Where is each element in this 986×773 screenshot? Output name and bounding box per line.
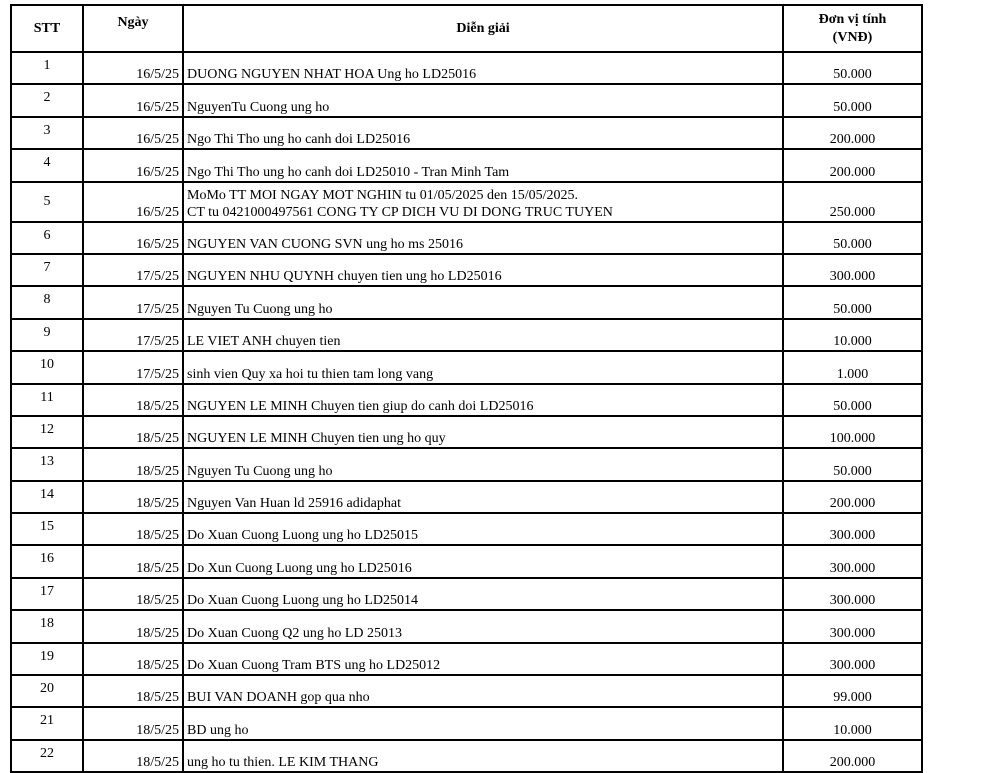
row-date: 18/5/25 bbox=[83, 707, 183, 739]
row-amount: 300.000 bbox=[783, 578, 922, 610]
row-description bbox=[183, 84, 783, 116]
table-body bbox=[11, 52, 922, 772]
table-row bbox=[11, 610, 922, 642]
row-date: 16/5/25 bbox=[83, 149, 183, 181]
table-row bbox=[11, 675, 922, 707]
header-description: Diễn giải bbox=[183, 5, 783, 52]
row-description bbox=[183, 707, 783, 739]
table-row bbox=[11, 545, 922, 577]
row-date: 18/5/25 bbox=[83, 384, 183, 416]
row-stt: 21 bbox=[11, 707, 83, 739]
row-description-line: BUI VAN DOANH gop qua nho bbox=[187, 690, 370, 706]
row-amount: 10.000 bbox=[783, 707, 922, 739]
row-description bbox=[183, 481, 783, 513]
table-row bbox=[11, 384, 922, 416]
row-stt: 14 bbox=[11, 481, 83, 513]
table-row bbox=[11, 52, 922, 84]
row-amount: 50.000 bbox=[783, 52, 922, 84]
donation-table bbox=[10, 4, 923, 773]
row-description bbox=[183, 643, 783, 675]
row-amount: 300.000 bbox=[783, 513, 922, 545]
table-row bbox=[11, 222, 922, 254]
row-stt: 19 bbox=[11, 643, 83, 675]
row-description-line: CT tu 0421000497561 CONG TY CP DICH VU DI DONG TRUC TUYEN bbox=[187, 204, 613, 220]
row-stt: 13 bbox=[11, 448, 83, 480]
row-amount: 50.000 bbox=[783, 448, 922, 480]
row-date: 16/5/25 bbox=[83, 117, 183, 149]
row-date: 17/5/25 bbox=[83, 286, 183, 318]
header-amount-unit: Đơn vị tính bbox=[818, 11, 887, 27]
row-stt: 5 bbox=[11, 182, 83, 222]
row-description bbox=[183, 513, 783, 545]
row-description-line: MoMo TT MOI NGAY MOT NGHIN tu 01/05/2025 den 15/05/2025. bbox=[187, 187, 578, 203]
row-stt: 8 bbox=[11, 286, 83, 318]
row-stt: 6 bbox=[11, 222, 83, 254]
row-description bbox=[183, 52, 783, 84]
row-description-line: Ngo Thi Tho ung ho canh doi LD25016 bbox=[187, 132, 411, 148]
row-stt: 11 bbox=[11, 384, 83, 416]
row-description bbox=[183, 117, 783, 149]
row-date: 18/5/25 bbox=[83, 545, 183, 577]
row-description-line: Do Xuan Cuong Q2 ung ho LD 25013 bbox=[187, 625, 403, 641]
row-stt: 18 bbox=[11, 610, 83, 642]
row-amount: 200.000 bbox=[783, 481, 922, 513]
row-description-line: NGUYEN VAN CUONG SVN ung ho ms 25016 bbox=[187, 236, 464, 252]
row-date: 16/5/25 bbox=[83, 52, 183, 84]
row-description-line: NguyenTu Cuong ung ho bbox=[187, 99, 330, 115]
header-stt: STT bbox=[11, 5, 83, 52]
table-row bbox=[11, 149, 922, 181]
row-description-line: ung ho tu thien. LE KIM THANG bbox=[187, 755, 379, 771]
row-description-line: Do Xuan Cuong Luong ung ho LD25015 bbox=[187, 528, 418, 544]
row-description bbox=[183, 182, 783, 222]
row-description bbox=[183, 149, 783, 181]
row-amount: 300.000 bbox=[783, 545, 922, 577]
row-stt: 2 bbox=[11, 84, 83, 116]
row-amount: 300.000 bbox=[783, 254, 922, 286]
row-description bbox=[183, 351, 783, 383]
row-date: 16/5/25 bbox=[83, 222, 183, 254]
row-date: 18/5/25 bbox=[83, 643, 183, 675]
row-description-line: Do Xuan Cuong Tram BTS ung ho LD25012 bbox=[187, 658, 441, 674]
row-description bbox=[183, 384, 783, 416]
table-row bbox=[11, 117, 922, 149]
row-amount: 200.000 bbox=[783, 740, 922, 772]
table-row bbox=[11, 707, 922, 739]
row-description bbox=[183, 545, 783, 577]
header-date: Ngày bbox=[83, 5, 183, 52]
row-description-line: DUONG NGUYEN NHAT HOA Ung ho LD25016 bbox=[187, 67, 477, 83]
row-description bbox=[183, 740, 783, 772]
row-date: 17/5/25 bbox=[83, 351, 183, 383]
row-description-line: Do Xuan Cuong Luong ung ho LD25014 bbox=[187, 593, 418, 609]
row-stt: 7 bbox=[11, 254, 83, 286]
row-amount: 50.000 bbox=[783, 286, 922, 318]
row-description-line: Nguyen Tu Cuong ung ho bbox=[187, 463, 333, 479]
table-row bbox=[11, 481, 922, 513]
table-row bbox=[11, 643, 922, 675]
header-amount-currency: (VNĐ) bbox=[832, 29, 873, 45]
row-date: 18/5/25 bbox=[83, 675, 183, 707]
row-date: 18/5/25 bbox=[83, 610, 183, 642]
row-stt: 12 bbox=[11, 416, 83, 448]
row-description bbox=[183, 254, 783, 286]
row-date: 18/5/25 bbox=[83, 448, 183, 480]
row-amount: 200.000 bbox=[783, 117, 922, 149]
table-row bbox=[11, 254, 922, 286]
row-description-line: Do Xun Cuong Luong ung ho LD25016 bbox=[187, 560, 412, 576]
row-description-line: BD ung ho bbox=[187, 722, 249, 738]
row-date: 16/5/25 bbox=[83, 182, 183, 222]
row-stt: 17 bbox=[11, 578, 83, 610]
row-description bbox=[183, 222, 783, 254]
row-stt: 15 bbox=[11, 513, 83, 545]
row-date: 16/5/25 bbox=[83, 84, 183, 116]
row-stt: 1 bbox=[11, 52, 83, 84]
row-date: 18/5/25 bbox=[83, 513, 183, 545]
row-stt: 16 bbox=[11, 545, 83, 577]
row-date: 18/5/25 bbox=[83, 578, 183, 610]
row-date: 17/5/25 bbox=[83, 254, 183, 286]
row-description-line: NGUYEN NHU QUYNH chuyen tien ung ho LD25016 bbox=[187, 269, 502, 285]
row-amount: 50.000 bbox=[783, 84, 922, 116]
row-amount: 10.000 bbox=[783, 319, 922, 351]
table-row bbox=[11, 448, 922, 480]
table-row bbox=[11, 740, 922, 772]
row-description-line: LE VIET ANH chuyen tien bbox=[187, 334, 341, 350]
row-description-line: NGUYEN LE MINH Chuyen tien giup do canh doi LD25016 bbox=[187, 398, 534, 414]
row-amount: 300.000 bbox=[783, 610, 922, 642]
row-stt: 3 bbox=[11, 117, 83, 149]
row-date: 17/5/25 bbox=[83, 319, 183, 351]
row-amount: 250.000 bbox=[783, 182, 922, 222]
row-description bbox=[183, 578, 783, 610]
table-header bbox=[11, 5, 922, 52]
row-date: 18/5/25 bbox=[83, 481, 183, 513]
table-row bbox=[11, 416, 922, 448]
row-stt: 20 bbox=[11, 675, 83, 707]
table-row bbox=[11, 286, 922, 318]
table-row bbox=[11, 578, 922, 610]
table-row bbox=[11, 319, 922, 351]
row-description bbox=[183, 416, 783, 448]
row-description bbox=[183, 610, 783, 642]
row-stt: 22 bbox=[11, 740, 83, 772]
header-row bbox=[11, 5, 922, 52]
row-amount: 1.000 bbox=[783, 351, 922, 383]
row-description bbox=[183, 448, 783, 480]
row-amount: 200.000 bbox=[783, 149, 922, 181]
row-description-line: Ngo Thi Tho ung ho canh doi LD25010 - Tran Minh Tam bbox=[187, 164, 510, 180]
row-description-line: sinh vien Quy xa hoi tu thien tam long vang bbox=[187, 366, 434, 382]
row-amount: 300.000 bbox=[783, 643, 922, 675]
row-description-line: Nguyen Van Huan ld 25916 adidaphat bbox=[187, 496, 401, 512]
row-description bbox=[183, 319, 783, 351]
row-description bbox=[183, 286, 783, 318]
row-stt: 4 bbox=[11, 149, 83, 181]
table-row bbox=[11, 182, 922, 222]
table-row bbox=[11, 351, 922, 383]
header-amount bbox=[783, 5, 922, 52]
row-stt: 10 bbox=[11, 351, 83, 383]
row-description-line: Nguyen Tu Cuong ung ho bbox=[187, 301, 333, 317]
row-amount: 99.000 bbox=[783, 675, 922, 707]
row-description bbox=[183, 675, 783, 707]
row-date: 18/5/25 bbox=[83, 416, 183, 448]
row-amount: 50.000 bbox=[783, 222, 922, 254]
table-row bbox=[11, 84, 922, 116]
row-description-line: NGUYEN LE MINH Chuyen tien ung ho quy bbox=[187, 431, 446, 447]
row-amount: 50.000 bbox=[783, 384, 922, 416]
row-amount: 100.000 bbox=[783, 416, 922, 448]
table-row bbox=[11, 513, 922, 545]
row-date: 18/5/25 bbox=[83, 740, 183, 772]
row-stt: 9 bbox=[11, 319, 83, 351]
